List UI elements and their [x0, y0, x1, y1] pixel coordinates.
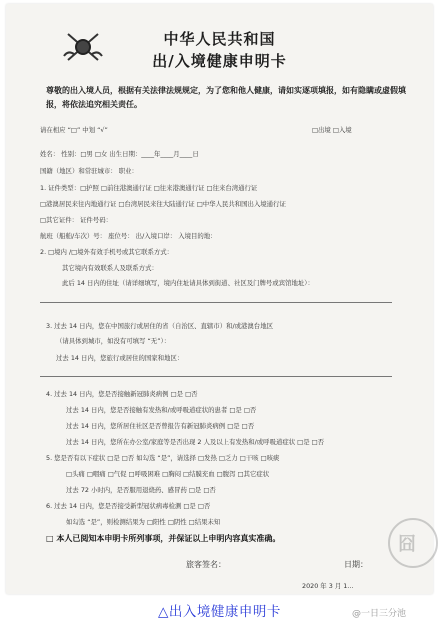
address-row: 此后 14 日内的住址（请详细填写，境内住址请具体到街道、社区及门牌号或宾馆地址）： — [62, 279, 314, 287]
travel-city-hint: （请具体到城市，如没有可填写 “无”）： — [56, 337, 171, 345]
declaration-card — [6, 4, 433, 594]
q4-community-case[interactable]: 过去 14 日内，您所居住社区是否曾报告有新冠肺炎病例 □是 □否 — [66, 422, 255, 430]
card-title-line1: 中华人民共和国 — [163, 30, 276, 48]
q6-test[interactable]: 6. 过去 14 日内，您是否接受新型冠状病毒检测 □是 □否 — [46, 502, 211, 510]
nationality-occupation-row[interactable]: 国籍（地区）和常驻城市： 职业： — [40, 167, 138, 175]
travel-province-question: 3. 过去 14 日内，您在中国旅行或居住的省（自治区、直辖市）和/或港澳台地区 — [46, 322, 273, 330]
q5-medication[interactable]: 过去 72 小时内，是否服用退烧药、感冒药 □是 □否 — [66, 486, 216, 494]
image-caption: △出入境健康申明卡 — [158, 604, 281, 620]
watermark-text: @一日三分池 — [352, 609, 407, 619]
sign-date-label: 日期： — [344, 560, 368, 569]
address-line[interactable] — [40, 302, 392, 303]
travel-country-question: 过去 14 日内，您旅行或居住的国家和地区： — [56, 354, 184, 362]
signature-label: 旅客签名： — [186, 560, 226, 569]
q5-symptom-list[interactable]: □头痛 □咽痛 □气促 □呼吸困难 □胸闷 □结膜充血 □腹泻 □其它症状 — [66, 470, 270, 478]
mark-instruction: 请在相应 “□” 中划 “√” — [40, 126, 108, 134]
travel-country-line[interactable] — [40, 376, 392, 377]
confirmation-checkbox[interactable]: □ 本人已阅知本申明卡所列事项，并保证以上申明内容真实准确。 — [46, 534, 281, 543]
q4-contact-case[interactable]: 4. 过去 14 日内，您是否接触新冠肺炎病例 □是 □否 — [46, 390, 198, 398]
watermark-stamp-glyph: 囧 — [398, 534, 416, 555]
other-contact-row[interactable]: 其它境内有效联系人及联系方式： — [62, 264, 158, 272]
document-type-row-2[interactable]: □港澳居民来往内地通行证 □台湾居民来往大陆通行证 □中华人民共和国出入境通行证 — [40, 200, 286, 208]
intro-paragraph: 尊敬的出入境人员，根据有关法律法规规定，为了您和他人健康，请如实逐项填报，如有隐瞒或虚假填报，将依法追究相关责任。 — [46, 86, 406, 109]
other-document-row[interactable]: □其它证件： 证件号码： — [40, 216, 112, 224]
document-type-row-1[interactable]: 1. 证件类型：□护照 □前往港澳通行证 □往来港澳通行证 □往来台湾通行证 — [40, 184, 258, 192]
q6-result[interactable]: 如勾选 “是”，则检测结果为 □阳性 □阴性 □结果未知 — [66, 518, 221, 526]
name-gender-birth-row[interactable]: 姓名： 性别：□男 □女 出生日期：____年____月____日 — [40, 150, 199, 158]
flight-seat-port-row[interactable]: 航班（船舶/车次）号： 座位号： 出/入境口岸： 入境目的地： — [40, 232, 217, 240]
q4-office-cluster[interactable]: 过去 14 日内，您所在办公室/家庭等是否出现 2 人及以上有发热和/或呼吸道症状 □是 □否 — [66, 438, 325, 446]
q5-symptoms[interactable]: 5. 您是否有以下症状 □是 □否 如勾选 “是”，请选择 □发热 □乏力 □干咳 □咳痰 — [46, 454, 280, 462]
issue-date: 2020 年 3 月 1... — [302, 582, 354, 590]
q4-contact-fever[interactable]: 过去 14 日内，您是否接触有发热和/或呼吸道症状的患者 □是 □否 — [66, 406, 257, 414]
card-title-line2: 出/入境健康申明卡 — [152, 52, 287, 70]
exit-entry-options[interactable]: □出境 □入境 — [312, 126, 352, 134]
phone-contact-row[interactable]: 2. □境内 /□境外有效手机号或其它联系方式： — [40, 248, 174, 256]
